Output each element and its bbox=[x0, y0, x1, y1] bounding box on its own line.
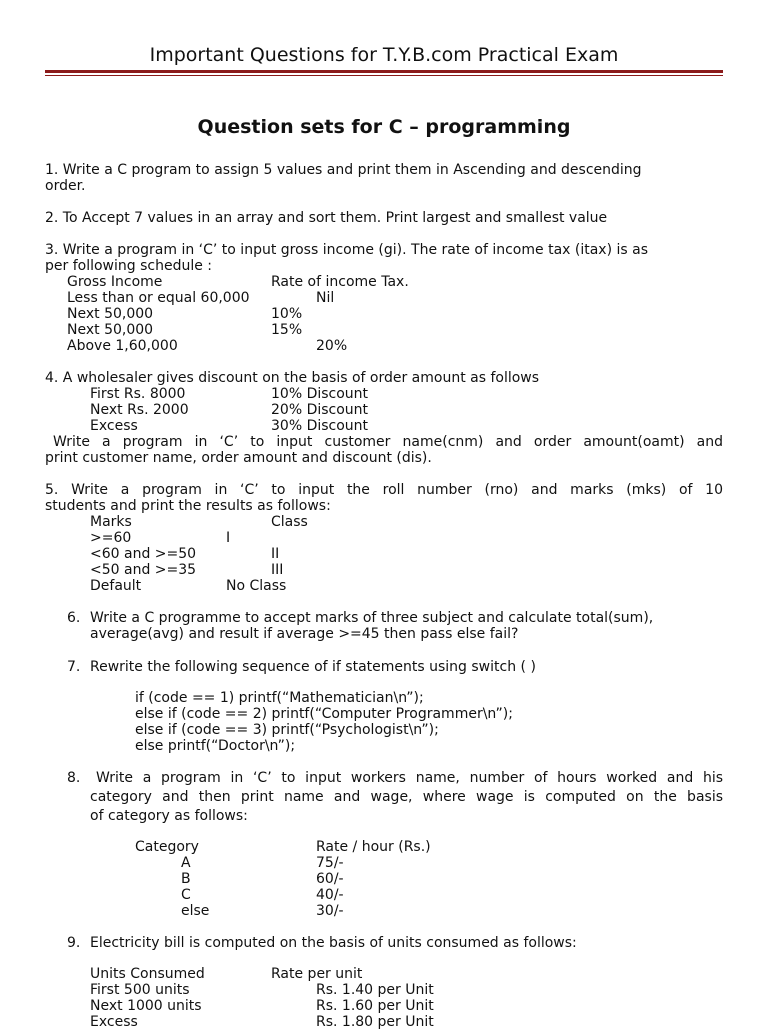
q9-table-cell: Rs. 1.40 per Unit bbox=[316, 982, 434, 998]
q7-code-line: if (code == 1) printf(“Mathematician\n”); bbox=[135, 690, 424, 706]
q2-line1: 2. To Accept 7 values in an array and sort them. Print largest and smallest value bbox=[45, 210, 608, 226]
q8-line1: Write a program in ‘C’ to input workers name, number of hours worked and his bbox=[96, 770, 723, 786]
q4-table-cell: First Rs. 8000 bbox=[90, 386, 186, 402]
q9-line1: Electricity bill is computed on the basis of units consumed as follows: bbox=[90, 935, 577, 951]
page-header-title: Important Questions for T.Y.B.com Practical Exam bbox=[149, 44, 619, 66]
q3-table-cell: 15% bbox=[271, 322, 303, 338]
q5-table-cell: II bbox=[271, 546, 280, 562]
q4-table-cell: 30% Discount bbox=[271, 418, 369, 434]
q7-line1: Rewrite the following sequence of if statements using switch ( ) bbox=[90, 659, 536, 675]
q8-line3: of category as follows: bbox=[90, 808, 248, 824]
q8-table-header: Category bbox=[135, 839, 199, 855]
q8-table-cell: C bbox=[181, 887, 191, 903]
q7-number: 7. bbox=[67, 659, 81, 675]
q5-table-cell: <50 and >=35 bbox=[90, 562, 197, 578]
q4-line2: Write a program in ‘C’ to input customer name(cnm) and order amount(oamt) and bbox=[53, 434, 723, 450]
q3-table-cell: 20% bbox=[316, 338, 348, 354]
q5-line2: students and print the results as follows: bbox=[45, 498, 331, 514]
q3-table-cell: Next 50,000 bbox=[67, 322, 154, 338]
q8-table-cell: 30/- bbox=[316, 903, 344, 919]
q5-table-cell: <60 and >=50 bbox=[90, 546, 197, 562]
q7-code-line: else printf(“Doctor\n”); bbox=[135, 738, 296, 754]
q8-table-header: Rate / hour (Rs.) bbox=[316, 839, 431, 855]
header-rule-thin bbox=[45, 75, 723, 76]
q8-table-cell: 75/- bbox=[316, 855, 344, 871]
q6-number: 6. bbox=[67, 610, 81, 626]
q8-number: 8. bbox=[67, 770, 81, 786]
q5-table-cell: Marks bbox=[90, 514, 132, 530]
q9-table-cell: Rs. 1.80 per Unit bbox=[316, 1014, 434, 1030]
q3-table-cell: Above 1,60,000 bbox=[67, 338, 178, 354]
q4-table-cell: Next Rs. 2000 bbox=[90, 402, 189, 418]
q8-line2: category and then print name and wage, where wage is computed on the basis bbox=[90, 789, 723, 805]
q8-table-cell: 60/- bbox=[316, 871, 344, 887]
q3-table-cell: Less than or equal 60,000 bbox=[67, 290, 250, 306]
q6-line2: average(avg) and result if average >=45 then pass else fail? bbox=[90, 626, 519, 642]
q3-table-cell: Next 50,000 bbox=[67, 306, 154, 322]
q6-line1: Write a C programme to accept marks of three subject and calculate total(sum), bbox=[90, 610, 654, 626]
q4-table-cell: Excess bbox=[90, 418, 138, 434]
q3-line2: per following schedule : bbox=[45, 258, 213, 274]
q9-table-cell: Rs. 1.60 per Unit bbox=[316, 998, 434, 1014]
q3-table-cell: Nil bbox=[316, 290, 335, 306]
q5-line1: 5. Write a program in ‘C’ to input the roll number (rno) and marks (mks) of 10 bbox=[45, 482, 723, 498]
q7-code-line: else if (code == 2) printf(“Computer Programmer\n”); bbox=[135, 706, 513, 722]
q1-line2: order. bbox=[45, 178, 86, 194]
q4-line1: 4. A wholesaler gives discount on the basis of order amount as follows bbox=[45, 370, 540, 386]
q4-table-cell: 20% Discount bbox=[271, 402, 369, 418]
q5-table-cell: III bbox=[271, 562, 284, 578]
q9-table-header: Units Consumed bbox=[90, 966, 205, 982]
q9-table-cell: First 500 units bbox=[90, 982, 190, 998]
header-rule-thick bbox=[45, 70, 723, 73]
q3-line1: 3. Write a program in ‘C’ to input gross income (gi). The rate of income tax (itax) is as bbox=[45, 242, 649, 258]
q9-table-header: Rate per unit bbox=[271, 966, 363, 982]
q5-table-cell: I bbox=[226, 530, 231, 546]
q9-table-cell: Next 1000 units bbox=[90, 998, 202, 1014]
q9-number: 9. bbox=[67, 935, 81, 951]
q3-table-cell: 10% bbox=[271, 306, 303, 322]
q4-table-cell: 10% Discount bbox=[271, 386, 369, 402]
page-title: Question sets for C – programming bbox=[197, 116, 571, 138]
q3-table-cell: Gross Income bbox=[67, 274, 163, 290]
q5-table-cell: Class bbox=[271, 514, 308, 530]
q7-code-line: else if (code == 3) printf(“Psychologist\n”); bbox=[135, 722, 439, 738]
q1-line1: 1. Write a C program to assign 5 values and print them in Ascending and descending bbox=[45, 162, 642, 178]
q8-table-cell: 40/- bbox=[316, 887, 344, 903]
q5-table-cell: Default bbox=[90, 578, 142, 594]
q9-table-cell: Excess bbox=[90, 1014, 138, 1030]
q4-line3: print customer name, order amount and discount (dis). bbox=[45, 450, 432, 466]
q5-table-cell: >=60 bbox=[90, 530, 132, 546]
q8-table-cell: else bbox=[181, 903, 210, 919]
q5-table-cell: No Class bbox=[226, 578, 287, 594]
q8-table-cell: A bbox=[181, 855, 191, 871]
q3-table-cell: Rate of income Tax. bbox=[271, 274, 409, 290]
q8-table-cell: B bbox=[181, 871, 191, 887]
